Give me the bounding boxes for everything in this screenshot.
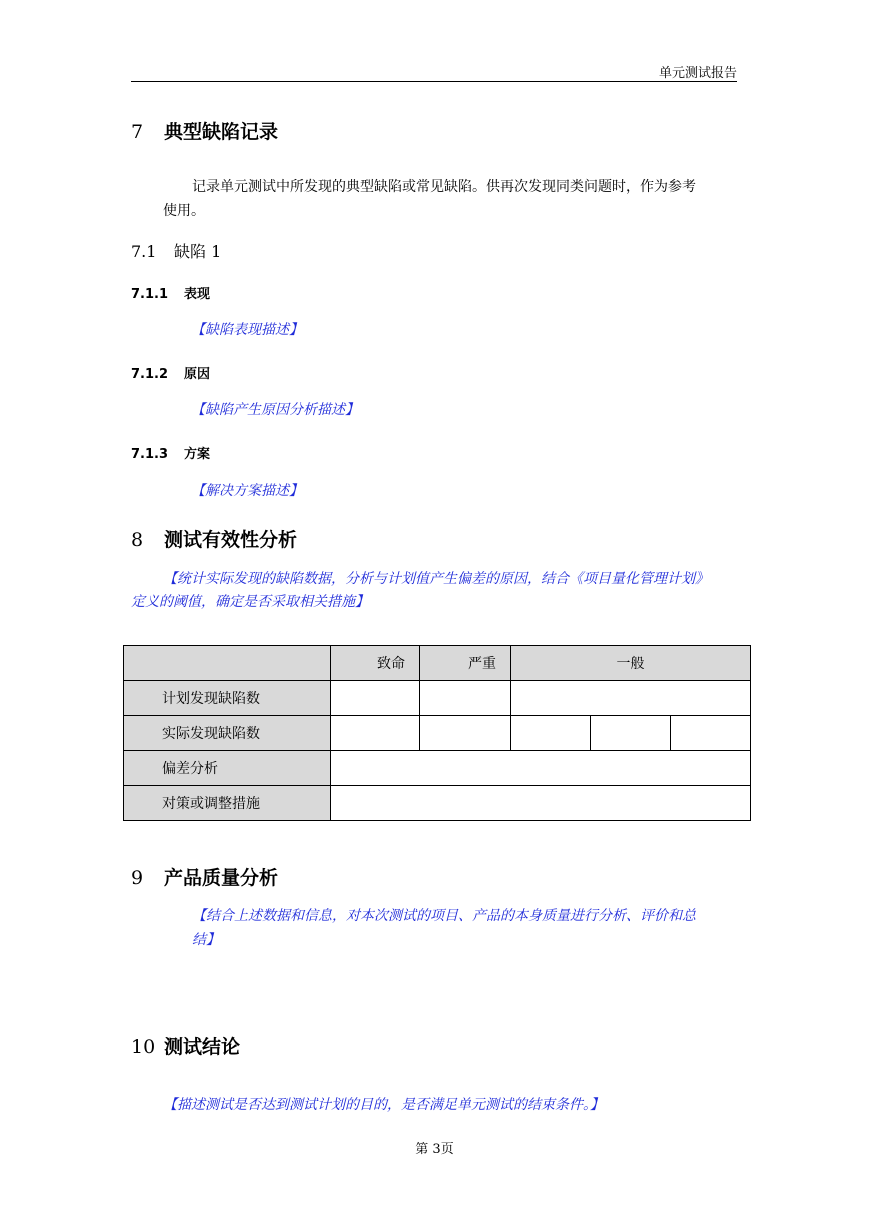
subsection-title: 缺陷 1 [174,242,222,261]
subsection-number: 7.1.3 [131,447,169,462]
section-number: 9 [131,867,144,889]
table-cell [511,681,751,716]
section-10-note: 【描述测试是否达到测试计划的目的，是否满足单元测试的结束条件。】 [163,1097,604,1113]
section-10-heading [131,1032,240,1059]
header-divider [131,81,737,82]
table-cell [591,716,671,751]
defect-effectiveness-table [123,645,751,821]
page-number: 第 3页 [415,1142,454,1157]
section-9-note-line2: 结】 [192,932,220,948]
table-cell [671,716,751,751]
table-row [124,751,751,786]
row-header-actual-defects: 实际发现缺陷数 [124,716,331,751]
table-corner-cell [124,646,331,681]
section-8-note-line1: 【统计实际发现的缺陷数据，分析与计划值产生偏差的原因，结合《项目量化管理计划》 [163,571,709,587]
section-9-heading [131,863,278,890]
table-cell [331,716,420,751]
section-title: 产品质量分析 [164,867,279,889]
placeholder-defect-symptom: 【缺陷表现描述】 [191,322,303,338]
section-7-intro-line2: 使用。 [163,203,205,219]
subsection-7-1-3-heading [131,443,210,462]
section-7-heading [131,117,278,144]
section-9-note-line1: 【结合上述数据和信息，对本次测试的项目、产品的本身质量进行分析、评价和总 [192,908,696,924]
section-8-heading [131,525,297,552]
subsection-7-1-1-heading [131,283,210,302]
subsection-7-1-heading [131,239,221,262]
table-cell [331,751,751,786]
subsection-7-1-2-heading [131,363,210,382]
subsection-title: 原因 [184,367,211,382]
table-row [124,716,751,751]
placeholder-solution: 【解决方案描述】 [191,483,303,499]
section-title: 测试结论 [164,1036,241,1058]
subsection-number: 7.1 [131,242,157,261]
table-cell [420,681,511,716]
running-header: 单元测试报告 [658,66,737,81]
section-8-note-line2: 定义的阈值，确定是否采取相关措施】 [131,594,369,610]
section-number: 10 [131,1036,156,1058]
column-header-fatal: 致命 [331,646,420,681]
table-header-row [124,646,751,681]
subsection-number: 7.1.1 [131,287,169,302]
section-number: 8 [131,529,144,551]
section-7-intro-line1: 记录单元测试中所发现的典型缺陷或常见缺陷。供再次发现同类问题时，作为参考 [192,179,696,195]
section-title: 测试有效性分析 [164,529,298,551]
row-header-planned-defects: 计划发现缺陷数 [124,681,331,716]
table-row [124,681,751,716]
subsection-title: 方案 [184,447,211,462]
table-cell [331,786,751,821]
row-header-measures: 对策或调整措施 [124,786,331,821]
row-header-deviation-analysis: 偏差分析 [124,751,331,786]
placeholder-defect-cause: 【缺陷产生原因分析描述】 [191,402,359,418]
subsection-title: 表现 [184,287,211,302]
table-cell [511,716,591,751]
table-row [124,786,751,821]
column-header-serious: 严重 [420,646,511,681]
column-header-general: 一般 [511,646,751,681]
table-cell [331,681,420,716]
section-title: 典型缺陷记录 [164,121,279,143]
subsection-number: 7.1.2 [131,367,169,382]
section-number: 7 [131,121,144,143]
table-cell [420,716,511,751]
